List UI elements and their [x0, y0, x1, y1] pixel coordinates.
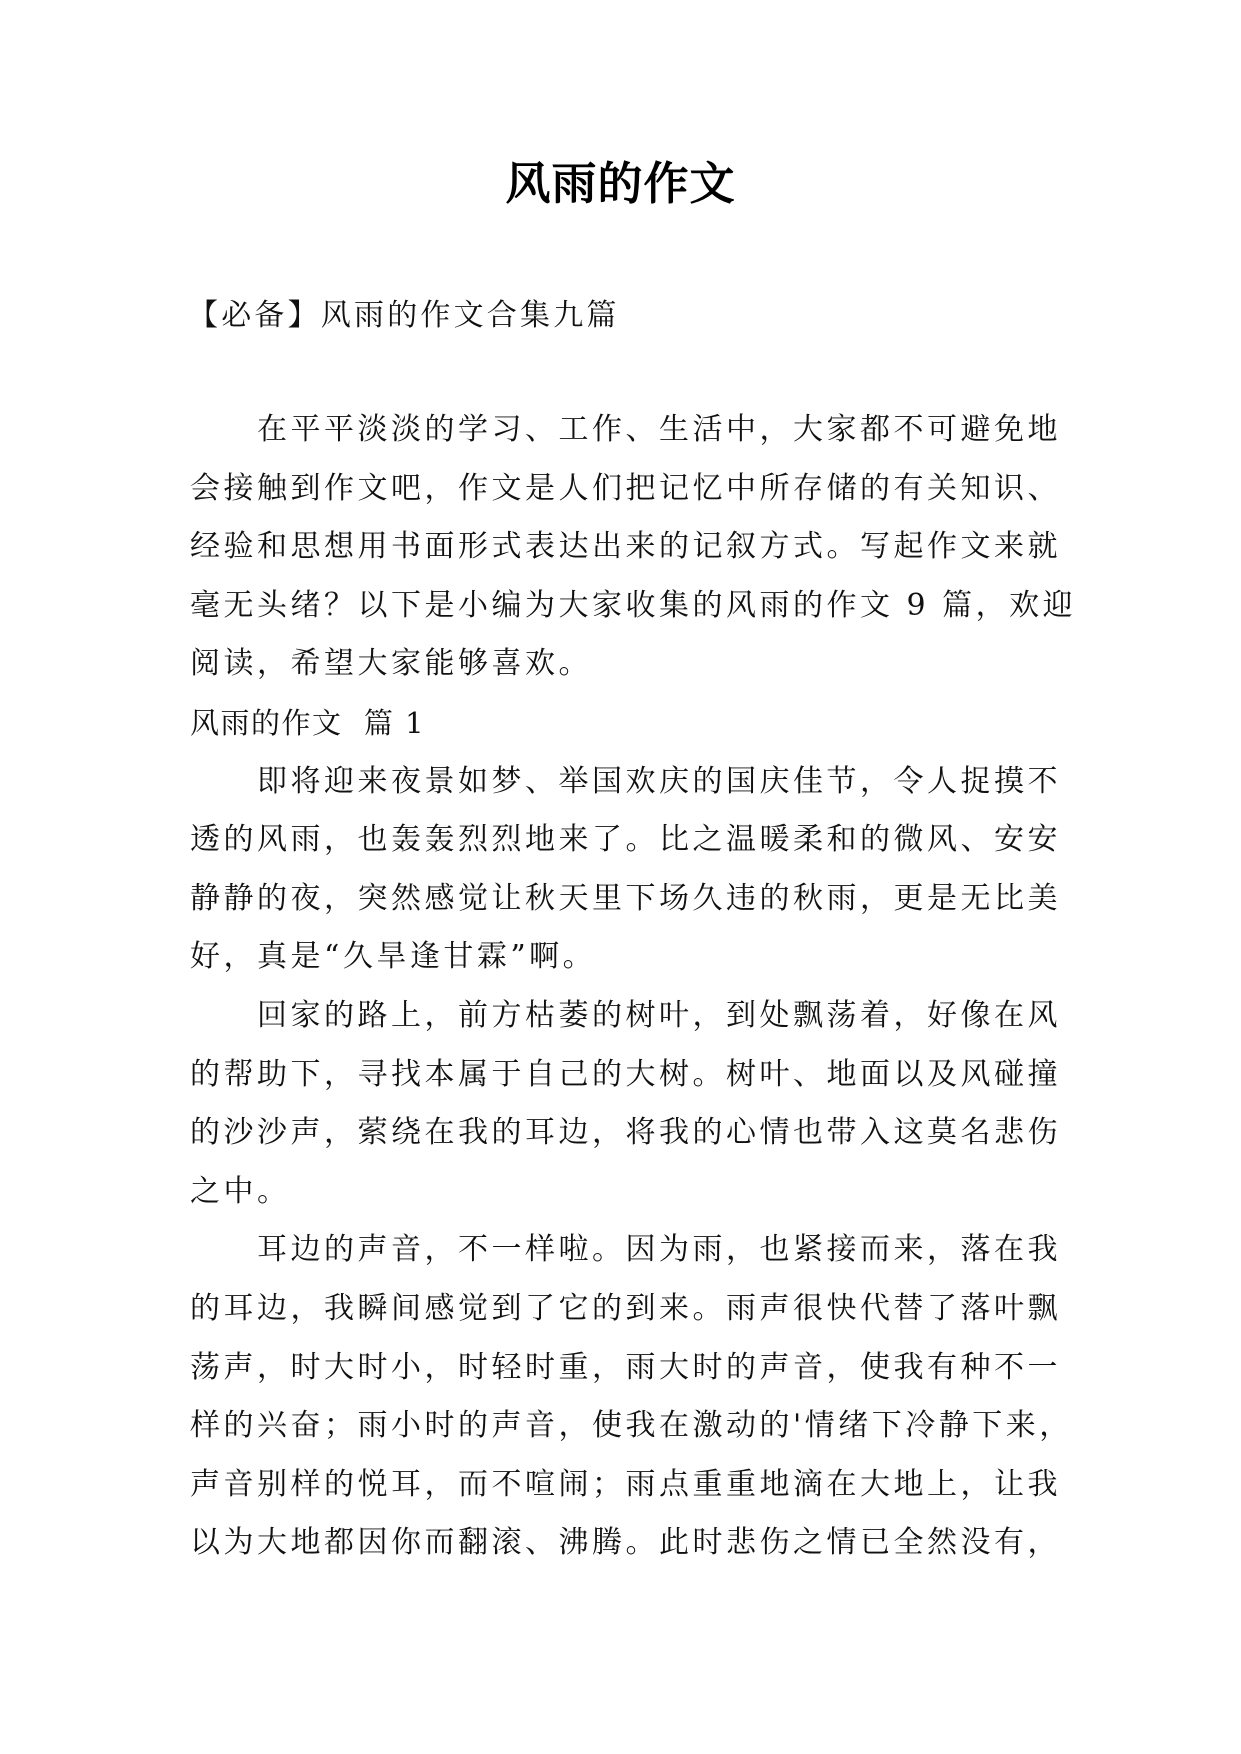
paragraph-line: 透的风雨，也轰轰烈烈地来了。比之温暖柔和的微风、安安 — [190, 822, 1061, 858]
paragraph-line: 静静的夜，突然感觉让秋天里下场久违的秋雨，更是无比美 — [190, 880, 1061, 916]
body-paragraph — [190, 753, 1150, 987]
paragraph-line: 好，真是“久旱逢甘霖”啊。 — [190, 939, 597, 975]
intro-paragraph — [190, 401, 1150, 694]
document-body — [190, 401, 1150, 1573]
paragraph-line: 的沙沙声，萦绕在我的耳边，将我的心情也带入这莫名悲伤 — [190, 1115, 1061, 1151]
paragraph-line: 样的兴奋；雨小时的声音，使我在激动的'情绪下冷静下来， — [190, 1408, 1073, 1444]
paragraph-line: 即将迎来夜景如梦、举国欢庆的国庆佳节，令人捉摸不 — [257, 763, 1061, 799]
intro-line: 毫无头绪？以下是小编为大家收集的风雨的作文 9 篇，欢迎 — [190, 587, 1077, 623]
paragraph-line: 之中。 — [190, 1173, 291, 1209]
paragraph-line: 耳边的声音，不一样啦。因为雨，也紧接而来，落在我 — [257, 1232, 1061, 1268]
intro-line: 会接触到作文吧，作文是人们把记忆中所存储的有关知识、 — [190, 470, 1061, 506]
intro-line: 阅读，希望大家能够喜欢。 — [190, 646, 592, 682]
paragraph-line: 回家的路上，前方枯萎的树叶，到处飘荡着，好像在风 — [257, 997, 1061, 1033]
paragraph-line: 以为大地都因你而翻滚、沸腾。此时悲伤之情已全然没有， — [190, 1525, 1061, 1561]
intro-line: 在平平淡淡的学习、工作、生活中，大家都不可避免地 — [257, 412, 1061, 447]
document-title: 风雨的作文 — [505, 157, 736, 210]
paragraph-line: 的耳边，我瞬间感觉到了它的到来。雨声很快代替了落叶飘 — [190, 1290, 1061, 1326]
paragraph-line: 声音别样的悦耳，而不喧闹；雨点重重地滴在大地上，让我 — [190, 1466, 1061, 1502]
section-heading: 风雨的作文 篇 1 — [190, 705, 426, 740]
paragraph-line: 荡声，时大时小，时轻时重，雨大时的声音，使我有种不一 — [190, 1349, 1061, 1385]
body-paragraph — [190, 1221, 1150, 1573]
paragraph-line: 的帮助下，寻找本属于自己的大树。树叶、地面以及风碰撞 — [190, 1056, 1061, 1092]
body-paragraph — [190, 987, 1150, 1221]
document-subtitle: 【必备】风雨的作文合集九篇 — [188, 298, 620, 333]
intro-line: 经验和思想用书面形式表达出来的记叙方式。写起作文来就 — [190, 529, 1061, 565]
